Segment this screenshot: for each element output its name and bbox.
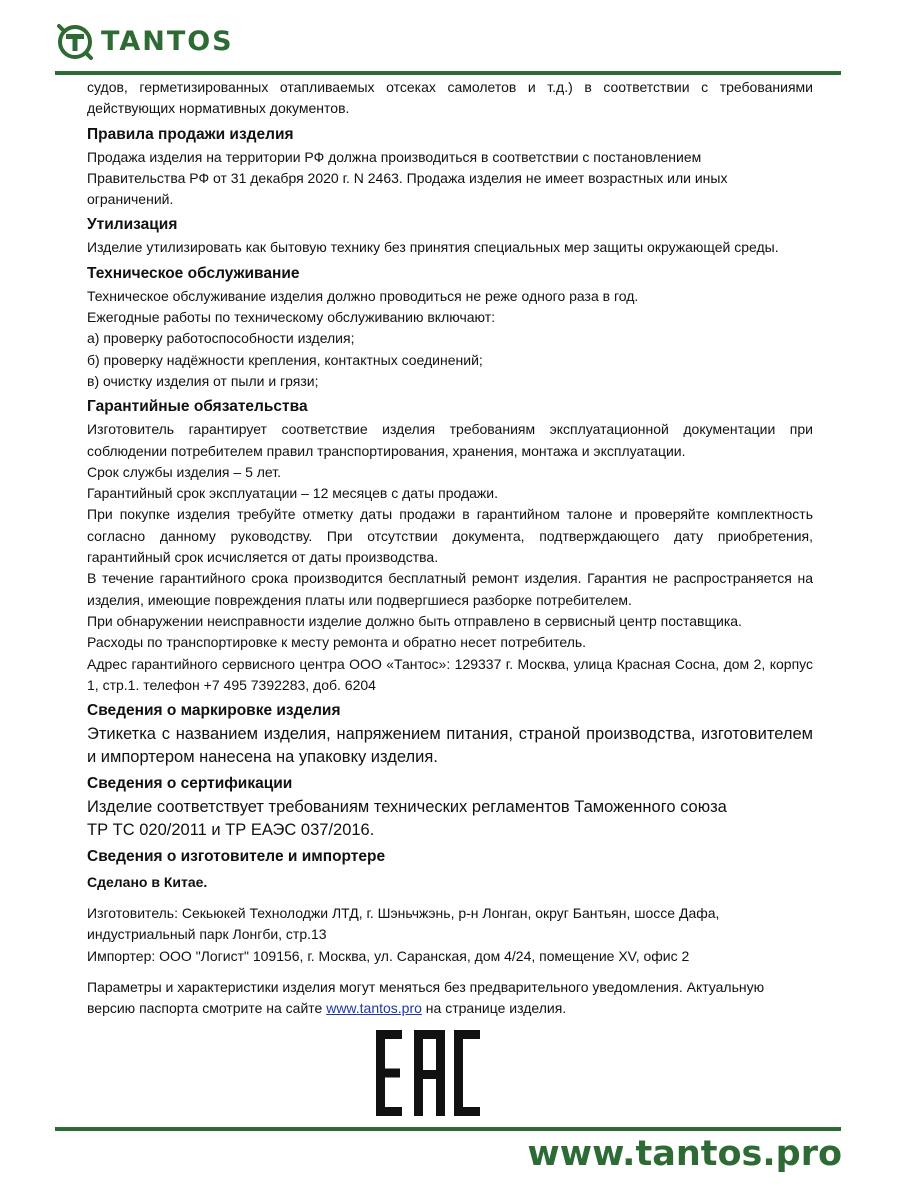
manufacturer-line: Изготовитель: Секьюкей Технолоджи ЛТД, г. Шэньчжэнь, р-н Лонган, округ Бантьян, шоссе Дафа, xyxy=(87,905,720,922)
warranty-service-address: Адрес гарантийного сервисного центра ООО «Тантос»: 129337 г. Москва, улица Красная Сосна, дом 2, корпус 1, стр.1. телефон +7 495 7392283, доб. 6204 xyxy=(87,655,813,693)
maintenance-list-item: б) проверку надёжности крепления, контактных соединений; xyxy=(87,351,483,368)
disposal-text: Изделие утилизировать как бытовую технику без принятия специальных мер защиты окружающей среды. xyxy=(87,239,779,256)
manufacturer-line: индустриальный парк Лонгби, стр.13 xyxy=(87,926,327,943)
intro-line: действующих нормативных документов. xyxy=(87,100,350,117)
certification-line: Изделие соответствует требованиям технических регламентов Таможенного союза xyxy=(87,798,727,817)
section-heading-disposal: Утилизация xyxy=(87,216,178,234)
importer-line: Импортер: ООО "Логист" 109156, г. Москва, ул. Саранская, дом 4/24, помещение XV, офис 2 xyxy=(87,947,690,964)
certification-line: ТР ТС 020/2011 и ТР ЕАЭС 037/2016. xyxy=(87,821,375,840)
warranty-paragraph: При покупке изделия требуйте отметку даты продажи в гарантийном талоне и проверяйте комплектность согласно данному руководству. При отсутствии документа, подтверждающего дату приобретения, гарантийный срок исчисляется от даты производства. xyxy=(87,506,813,566)
warranty-paragraph: В течение гарантийного срока производится бесплатный ремонт изделия. Гарантия не распространяется на изделия, имеющие повреждения платы или подвергшиеся разборке потребителем. xyxy=(87,570,813,608)
section-heading-maintenance: Техническое обслуживание xyxy=(87,264,300,282)
marking-text: Этикетка с названием изделия, напряжением питания, страной производства, изготовителем и импортером нанесена на упаковку изделия. xyxy=(87,725,813,767)
sale-line: ограничений. xyxy=(87,191,174,208)
maintenance-list-item: а) проверку работоспособности изделия; xyxy=(87,330,355,347)
document-body xyxy=(87,77,813,1020)
section-heading-marking: Сведения о маркировке изделия xyxy=(87,702,341,720)
sale-line: Продажа изделия на территории РФ должна производиться в соответствии с постановлением xyxy=(87,148,702,165)
section-heading-warranty: Гарантийные обязательства xyxy=(87,398,308,416)
brand-name: TANTOS xyxy=(101,26,234,57)
maintenance-line: Техническое обслуживание изделия должно проводиться не реже одного раза в год. xyxy=(87,287,639,304)
notice-text: версию паспорта смотрите на сайте xyxy=(87,1000,327,1017)
warranty-paragraph: Изготовитель гарантирует соответствие изделия требованиям эксплуатационной документации при соблюдении потребителем правил транспортирования, хранения, монтажа и эксплуатации. xyxy=(87,421,813,459)
warranty-paragraph: Гарантийный срок эксплуатации – 12 месяцев с даты продажи. xyxy=(87,485,498,502)
website-link[interactable]: www.tantos.pro xyxy=(326,1000,422,1017)
section-heading-certification: Сведения о сертификации xyxy=(87,775,293,793)
brand-logo xyxy=(55,22,234,62)
page-header xyxy=(0,0,900,80)
warranty-paragraph: Расходы по транспортировке к месту ремонта и обратно несет потребитель. xyxy=(87,634,587,651)
made-in: Сделано в Китае. xyxy=(87,874,208,891)
header-divider xyxy=(55,71,841,75)
warranty-paragraph: Срок службы изделия – 5 лет. xyxy=(87,463,281,480)
section-heading-sale: Правила продажи изделия xyxy=(87,125,294,143)
footer-website: www.tantos.pro xyxy=(527,1134,842,1174)
maintenance-line: Ежегодные работы по техническому обслуживанию включают: xyxy=(87,309,496,326)
intro-line: судов, герметизированных отапливаемых отсеках самолетов и т.д.) в соответствии с требованиями xyxy=(87,79,813,95)
warranty-paragraph: При обнаружении неисправности изделие должно быть отправлено в сервисный центр поставщика. xyxy=(87,612,742,629)
notice-line xyxy=(87,998,813,1019)
maintenance-list-item: в) очистку изделия от пыли и грязи; xyxy=(87,372,319,389)
notice-text: на странице изделия. xyxy=(421,1000,567,1017)
tantos-logo-icon xyxy=(55,22,95,62)
footer-divider xyxy=(55,1127,841,1131)
sale-line: Правительства РФ от 31 декабря 2020 г. N 2463. Продажа изделия не имеет возрастных или иных xyxy=(87,169,728,186)
notice-line: Параметры и характеристики изделия могут меняться без предварительного уведомления. Актуальную xyxy=(87,979,765,996)
section-heading-manufacturer: Сведения о изготовителе и импортере xyxy=(87,848,386,866)
eac-certification-mark xyxy=(376,1030,480,1116)
